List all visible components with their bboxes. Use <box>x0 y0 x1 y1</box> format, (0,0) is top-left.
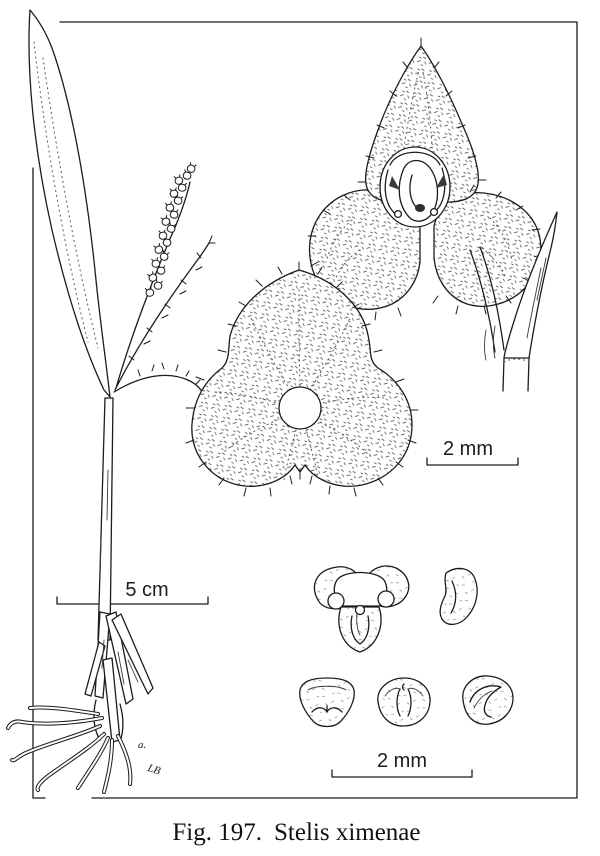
dissection-lip-top <box>378 678 430 726</box>
perianth-central-opening <box>279 387 321 429</box>
habit-basal-shoots <box>85 612 153 742</box>
habit-leaf <box>29 10 110 397</box>
habit-stem <box>98 398 113 640</box>
species-name: Stelis ximenae <box>274 819 421 846</box>
figure-number: Fig. 197. <box>172 819 262 846</box>
annotation-letter: a. <box>138 739 147 751</box>
dissection-petal-flattened <box>300 678 355 727</box>
dissection-flower-closeup <box>314 566 408 652</box>
raceme-dense <box>116 162 197 388</box>
raceme-drooping <box>114 363 209 398</box>
habit-plant <box>8 10 215 792</box>
artist-initials <box>138 739 162 777</box>
scale-bar-2mm-dissections <box>332 750 472 777</box>
scale-bar-5cm <box>57 579 208 604</box>
figure-caption <box>172 819 420 846</box>
habit-inflorescence <box>114 162 215 398</box>
scale-bar-2mm-flower-label: 2 mm <box>443 438 493 460</box>
scale-bar-5cm-label: 5 cm <box>125 579 169 601</box>
scale-bar-2mm-flower <box>427 438 518 465</box>
dissection-lip-side <box>463 676 513 724</box>
scale-bar-2mm-dissections-label: 2 mm <box>377 750 427 772</box>
annotation-monogram: LB <box>146 762 162 778</box>
flower-center-whorl <box>380 147 450 227</box>
dissection-petal-side <box>440 568 477 624</box>
